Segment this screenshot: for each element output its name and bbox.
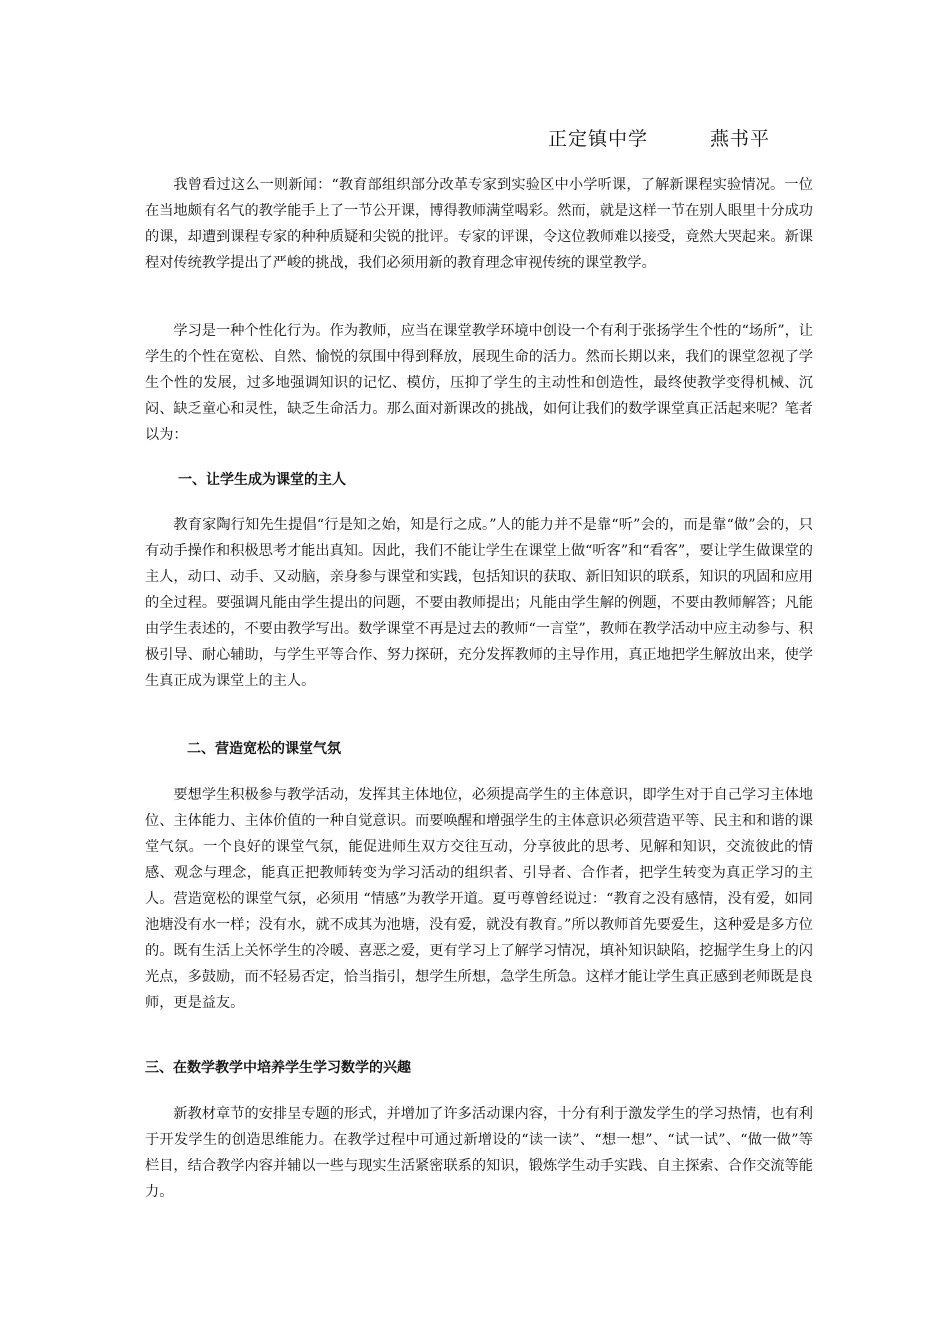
paragraph-text: 教育家陶行知先生提倡“行是知之始，知是行之成。”人的能力并不是靠“听”会的，而是靠“做”会的，只有动手操作和积极思考才能出真知。因此，我们不能让学生在课堂上做“听客”和“看客”，要让学生做课堂的主人，动口、动手、又动脑，亲身参与课堂和实践，包括知识的获取、新旧知识的联系，知识的巩固和应用的全过程。要强调凡能由学生提出的问题，不要由教师提出；凡能由学生解的例题，不要由教师解答；凡能由学生表述的，不要由教学写出。数学课堂不再是过去的教师“一言堂”，教师在教学活动中应主动参与、积极引导、耐心辅助，与学生平等合作、努力探研，充分发挥教师的主导作用，真正地把学生解放出来，使学生真正成为课堂上的主人。 xyxy=(145,517,813,689)
paragraph-section-1 xyxy=(145,512,813,694)
paragraph-thesis xyxy=(145,318,813,448)
paragraph-section-3 xyxy=(145,1101,813,1205)
author-name: 燕书平 xyxy=(710,128,771,150)
section-heading-2: 二、营造宽松的课堂气氛 xyxy=(187,741,341,757)
byline xyxy=(548,124,770,151)
paragraph-intro xyxy=(145,172,813,276)
section-heading-1: 一、让学生成为课堂的主人 xyxy=(178,472,346,488)
section-heading-3: 三、在数学教学中培养学生学习数学的兴趣 xyxy=(145,1060,411,1076)
paragraph-text: 学习是一种个性化行为。作为教师，应当在课堂教学环境中创设一个有利于张扬学生个性的“场所”，让学生的个性在宽松、自然、愉悦的氛围中得到释放，展现生命的活力。然而长期以来，我们的课堂忽视了学生个性的发展，过多地强调知识的记忆、模仿，压抑了学生的主动性和创造性，最终使教学变得机械、沉闷、缺乏童心和灵性，缺乏生命活力。那么面对新课改的挑战，如何让我们的数学课堂真正活起来呢？笔者以为： xyxy=(145,323,813,443)
school-name: 正定镇中学 xyxy=(548,128,649,150)
paragraph-text: 我曾看过这么一则新闻：“教育部组织部分改革专家到实验区中小学听课，了解新课程实验情况。一位在当地颇有名气的教学能手上了一节公开课，博得教师满堂喝彩。然而，就是这样一节在别人眼里十分成功的课，却遭到课程专家的种种质疑和尖锐的批评。专家的评课，令这位教师难以接受，竟然大哭起来。新课程对传统教学提出了严峻的挑战，我们必须用新的教育理念审视传统的课堂教学。 xyxy=(145,177,813,271)
paragraph-text: 新教材章节的安排呈专题的形式，并增加了许多活动课内容，十分有利于激发学生的学习热情，也有利于开发学生的创造思维能力。在教学过程中可通过新增设的“读一读”、“想一想”、“试一试”、“做一做”等栏目，结合教学内容并辅以一些与现实生活紧密联系的知识，锻炼学生动手实践、自主探索、合作交流等能力。 xyxy=(145,1106,813,1200)
paragraph-text: 要想学生积极参与教学活动，发挥其主体地位，必须提高学生的主体意识，即学生对于自己学习主体地位、主体能力、主体价值的一种自觉意识。而要唤醒和增强学生的主体意识必须营造平等、民主和和谐的课堂气氛。一个良好的课堂气氛，能促进师生双方交往互动，分享彼此的思考、见解和知识，交流彼此的情感、观念与理念，能真正把教师转变为学习活动的组织者、引导者、合作者，把学生转变为真正学习的主人。营造宽松的课堂气氛，必须用 “情感”为教学开道。夏丏尊曾经说过：“教育之没有感情，没有爱，如同池塘没有水一样；没有水，就不成其为池塘，没有爱，就没有教育。”所以教师首先要爱生，这种爱是多方位的。既有生活上关怀学生的冷暖、喜恶之爱，更有学习上了解学习情况，填补知识缺陷，挖掘学生身上的闪光点，多鼓励，而不轻易否定，恰当指引，想学生所想，急学生所急。这样才能让学生真正感到老师既是良师，更是益友。 xyxy=(145,787,813,1011)
paragraph-section-2 xyxy=(145,782,813,1016)
